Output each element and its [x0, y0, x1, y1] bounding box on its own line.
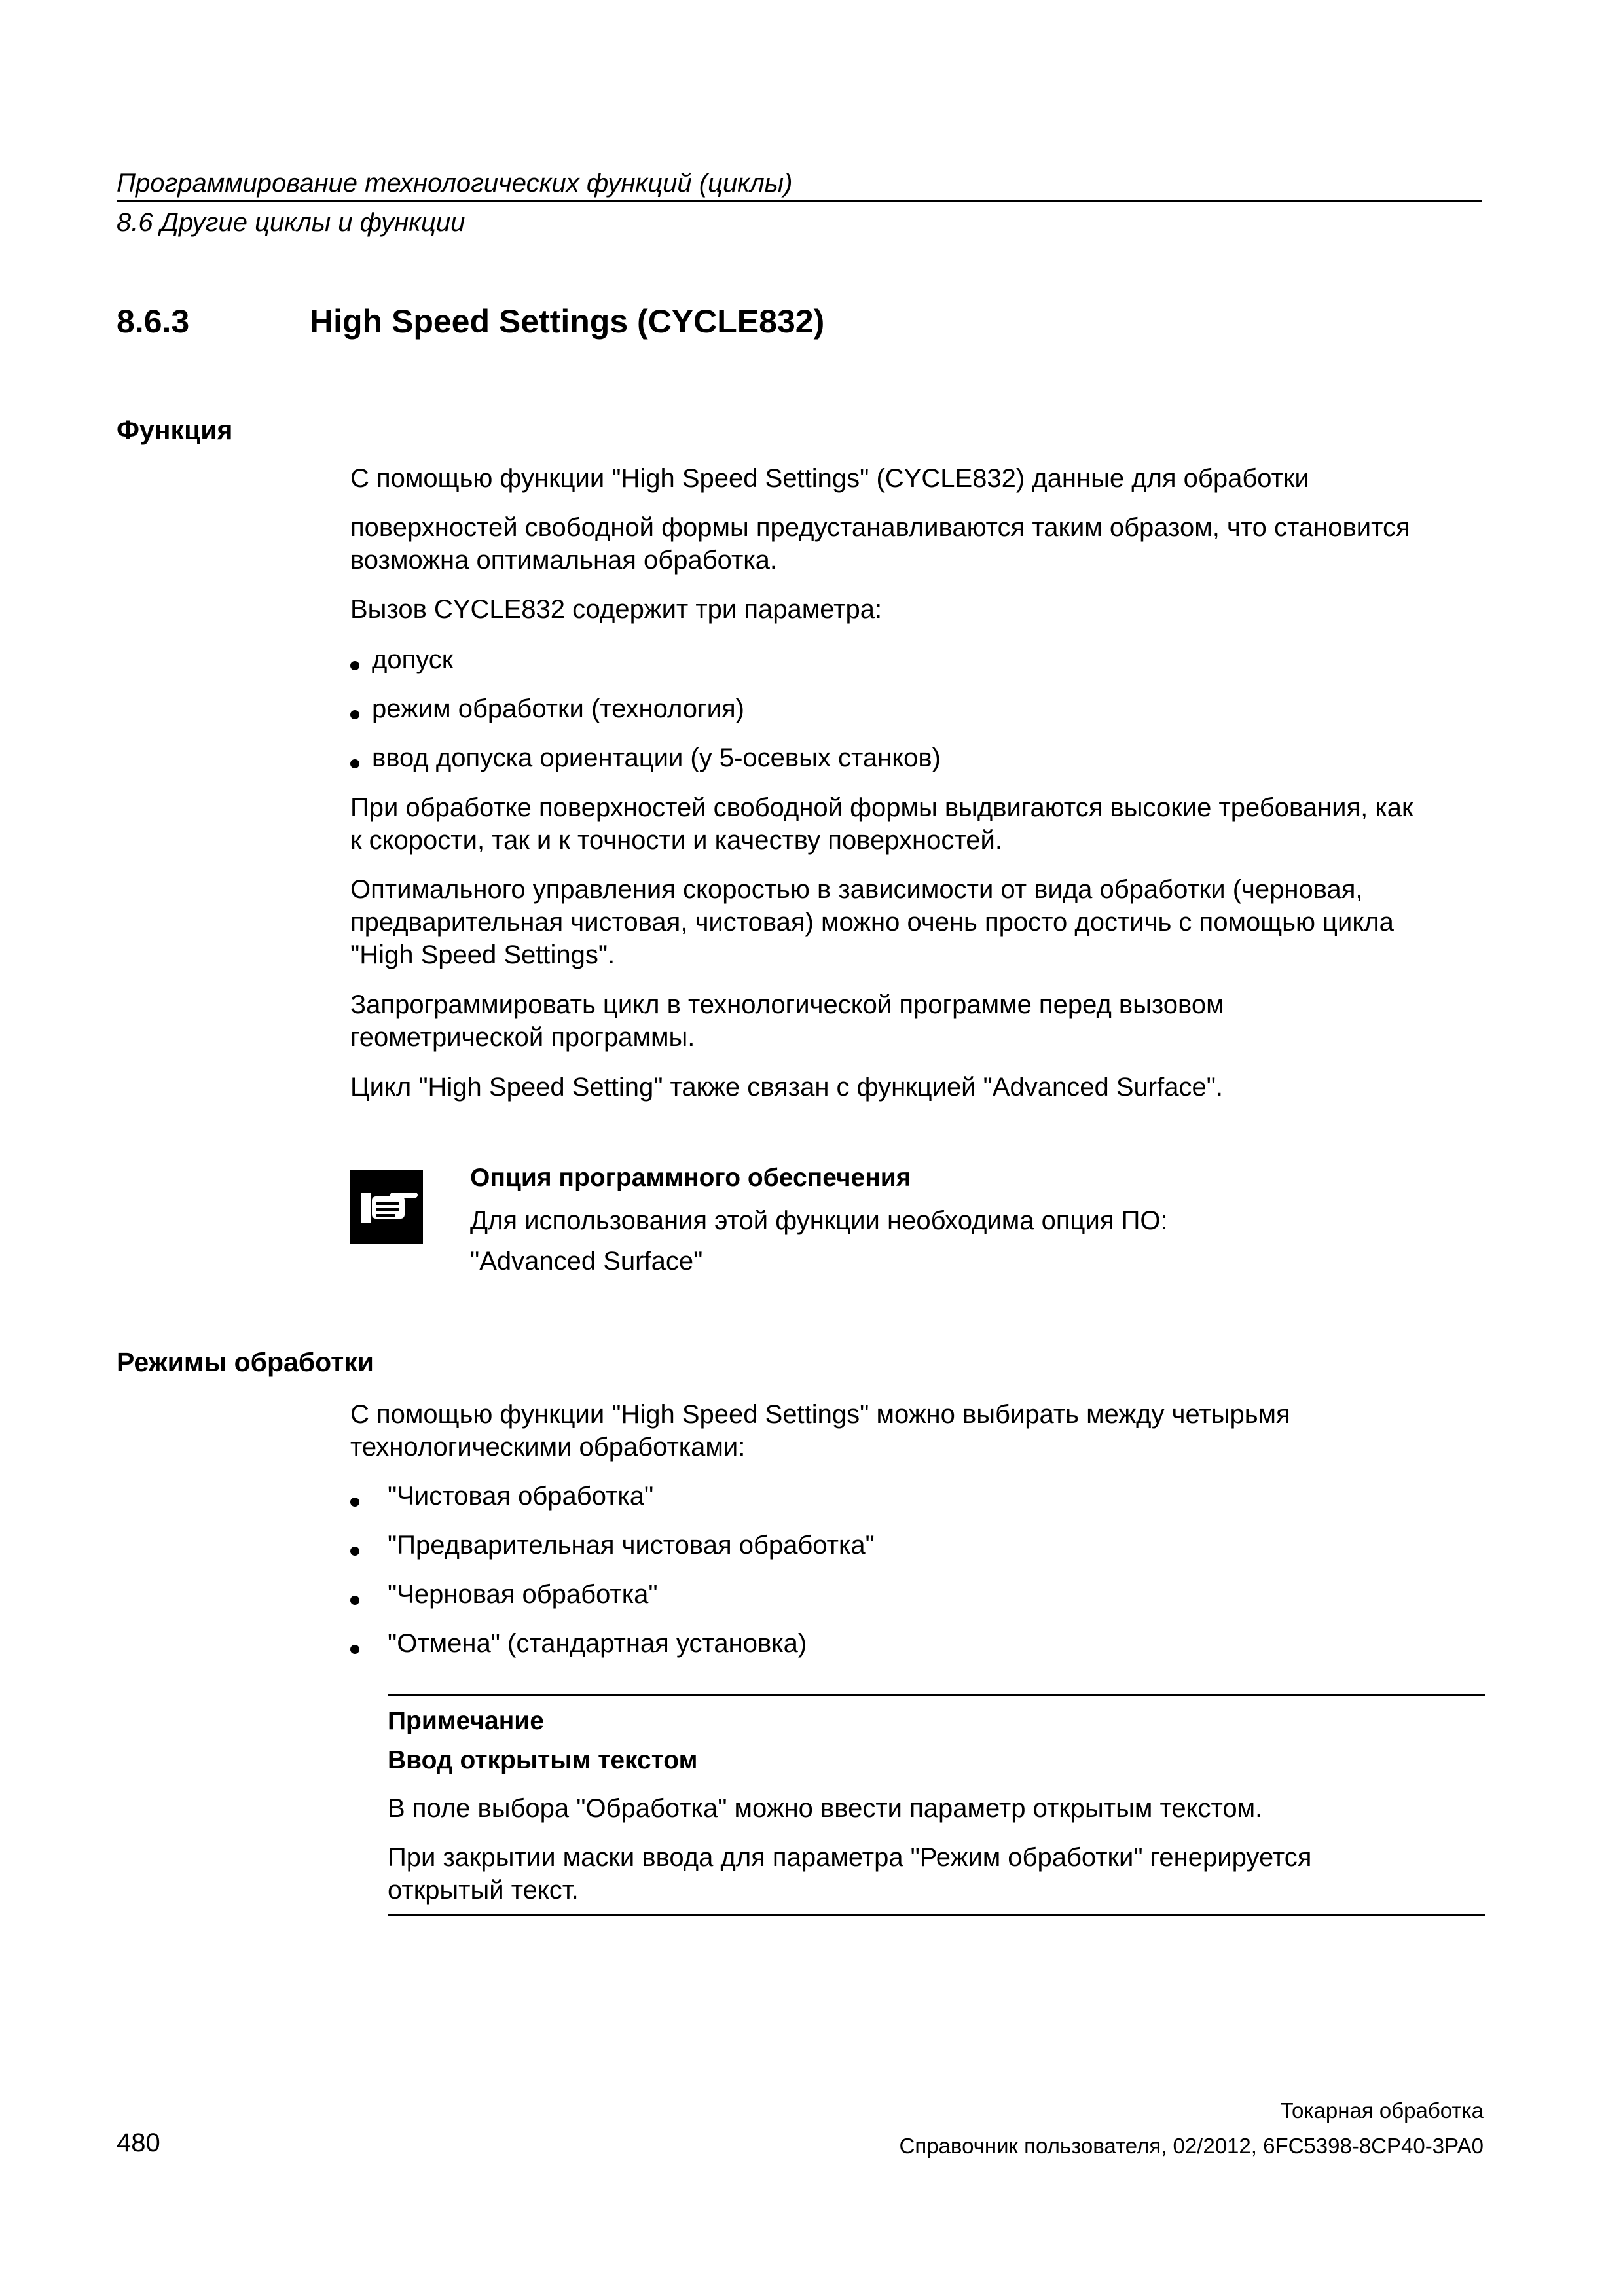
paragraph: предварительная чистовая, чистовая) можно очень просто достичь с помощью цикла [350, 908, 1394, 937]
paragraph: Цикл "High Speed Setting" также связан с функцией "Advanced Surface". [350, 1073, 1224, 1102]
list-item: ввод допуска ориентации (у 5-осевых станков) [372, 744, 941, 772]
section-number: 8.6.3 [117, 303, 190, 340]
paragraph: возможна оптимальная обработка. [350, 546, 778, 575]
running-header-chapter: Программирование технологических функций (циклы) [117, 169, 793, 198]
note-bottom-rule [388, 1914, 1485, 1916]
paragraph: к скорости, так и к точности и качеству поверхностей. [350, 826, 1002, 855]
paragraph: "High Speed Settings". [350, 941, 615, 969]
note-paragraph: В поле выбора "Обработка" можно ввести параметр открытым текстом. [388, 1794, 1263, 1823]
paragraph: С помощью функции "High Speed Settings" (CYCLE832) данные для обработки [350, 464, 1309, 493]
paragraph: Вызов CYCLE832 содержит три параметра: [350, 595, 883, 624]
list-item: "Чистовая обработка" [388, 1482, 654, 1511]
bullet-dot [350, 710, 359, 719]
software-option-text: "Advanced Surface" [470, 1247, 703, 1276]
software-option-text: Для использования этой функции необходима опция ПО: [470, 1206, 1168, 1235]
note-paragraph: открытый текст. [388, 1876, 579, 1905]
note-top-rule [388, 1694, 1485, 1696]
paragraph: При обработке поверхностей свободной формы выдвигаются высокие требования, как [350, 793, 1413, 822]
note-subtitle: Ввод открытым текстом [388, 1746, 698, 1774]
bullet-dot [350, 661, 359, 670]
list-item: режим обработки (технология) [372, 694, 744, 723]
header-divider [117, 200, 1482, 202]
footer-doc-info: Справочник пользователя, 02/2012, 6FC5398-8CP40-3PA0 [899, 2134, 1484, 2158]
page-number: 480 [117, 2128, 160, 2157]
paragraph: поверхностей свободной формы предустанавливаются таким образом, что становится [350, 513, 1410, 542]
running-header-section: 8.6 Другие циклы и функции [117, 208, 465, 237]
footer-doc-title: Токарная обработка [1280, 2098, 1484, 2123]
modes-heading: Режимы обработки [117, 1347, 374, 1377]
bullet-dot [350, 1498, 359, 1507]
list-item: "Черновая обработка" [388, 1580, 658, 1609]
section-title: High Speed Settings (CYCLE832) [310, 303, 825, 340]
bullet-dot [350, 1596, 359, 1605]
note-title: Примечание [388, 1707, 544, 1735]
paragraph: технологическими обработками: [350, 1433, 746, 1462]
software-option-title: Опция программного обеспечения [470, 1164, 911, 1192]
paragraph: геометрической программы. [350, 1023, 695, 1052]
bullet-dot [350, 1645, 359, 1654]
paragraph: С помощью функции "High Speed Settings" можно выбирать между четырьмя [350, 1400, 1290, 1429]
bullet-dot [350, 1547, 359, 1556]
list-item: "Предварительная чистовая обработка" [388, 1531, 875, 1560]
list-item: "Отмена" (стандартная установка) [388, 1629, 807, 1658]
function-heading: Функция [117, 415, 233, 445]
list-item: допуск [372, 645, 454, 674]
bullet-dot [350, 759, 359, 768]
paragraph: Запрограммировать цикл в технологической программе перед вызовом [350, 990, 1224, 1019]
paragraph: Оптимального управления скоростью в зависимости от вида обработки (черновая, [350, 875, 1363, 904]
note-paragraph: При закрытии маски ввода для параметра "Режим обработки" генерируется [388, 1843, 1312, 1872]
pointing-hand-icon [350, 1170, 423, 1244]
